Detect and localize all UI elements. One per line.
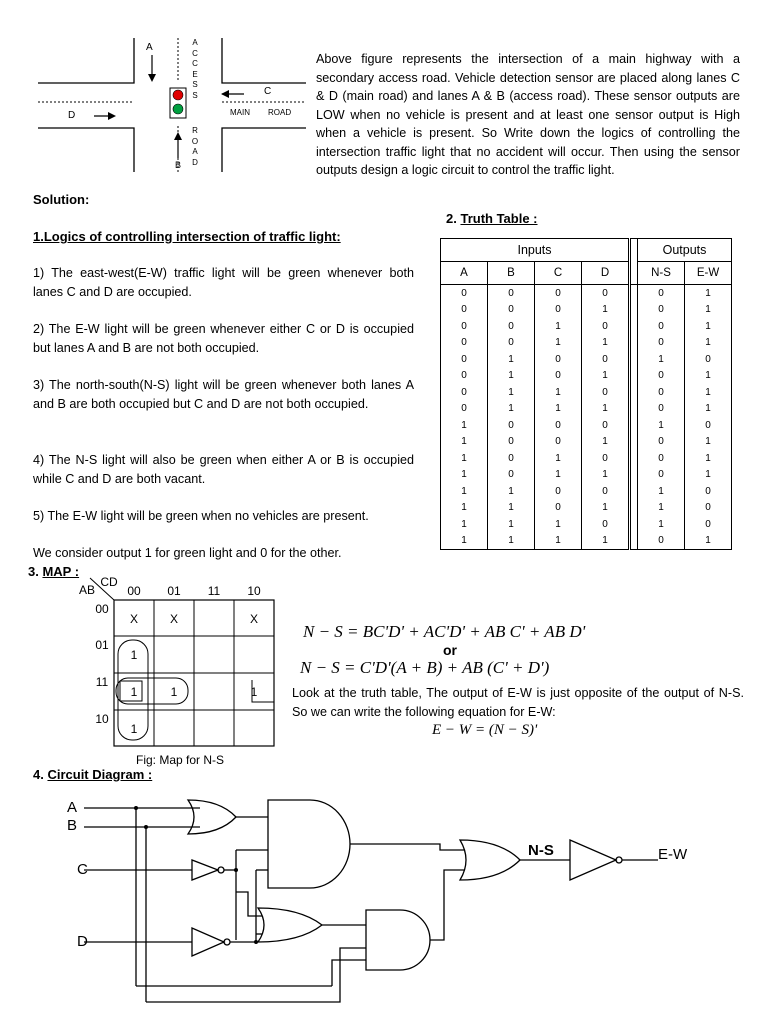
- tt-cell: 0: [582, 285, 630, 302]
- tt-cell: 0: [535, 302, 582, 319]
- tt-col-c: C: [535, 262, 582, 285]
- kmap-col-var: CD: [100, 575, 118, 589]
- problem-statement: Above figure represents the intersection of a main highway with a secondary access road. Vehicle detection sensor are placed along lanes C & D (main road) and lanes A & B (access road). These sensor outputs are LOW when no vehicle is present and at least one sensor output is High when a vehicle is present. So Write down the logics of controlling the intersection traffic light that no accident will occur. Then using the sensor outputs design a logic circuit to control the traffic light.: [316, 52, 740, 177]
- tt-cell: 0: [638, 335, 685, 352]
- kmap-cell: 1: [130, 685, 138, 699]
- vertical-letter: R: [192, 126, 198, 135]
- tt-cell: 0: [441, 368, 488, 385]
- vertical-letter: C: [192, 59, 198, 68]
- output-convention: We consider output 1 for green light and 0 for the other.: [33, 546, 342, 560]
- lane-d-label: D: [68, 110, 76, 121]
- tt-cell: 0: [535, 434, 582, 451]
- tt-cell: 1: [488, 401, 535, 418]
- tt-cell: 1: [535, 533, 582, 550]
- tt-cell: 1: [582, 500, 630, 517]
- truth-table: [440, 238, 732, 550]
- tt-col-b: B: [488, 262, 535, 285]
- tt-cell: 1: [638, 500, 685, 517]
- vertical-letter: C: [192, 48, 198, 58]
- tt-cell: 0: [685, 500, 732, 517]
- table-row: [441, 368, 732, 385]
- and-gate-1: [268, 800, 350, 888]
- tt-cell: 1: [535, 318, 582, 335]
- tt-cell: 1: [685, 318, 732, 335]
- kmap-cell: 1: [170, 685, 178, 699]
- solution-heading: Solution:: [33, 192, 90, 207]
- kmap-row-label: 01: [95, 638, 109, 652]
- wire: [332, 960, 366, 986]
- vertical-letter: O: [191, 136, 199, 146]
- kmap-cell: X: [249, 612, 258, 626]
- arrow-lane-a-head: [148, 74, 156, 82]
- tt-cell: 0: [685, 351, 732, 368]
- road-edge-bottom-left: [38, 128, 134, 172]
- tt-cell: 0: [638, 302, 685, 319]
- not-gate-d: [192, 928, 224, 956]
- table-row: [441, 533, 732, 550]
- tt-cell: 0: [488, 450, 535, 467]
- tt-cell: 0: [535, 285, 582, 302]
- kmap-col-label: 10: [247, 584, 261, 598]
- vertical-letter: A: [192, 147, 198, 156]
- tt-cell: 1: [638, 417, 685, 434]
- road-label-vertical: [190, 126, 200, 168]
- wire: [350, 844, 464, 850]
- kmap-caption: Fig: Map for N-S: [136, 753, 225, 767]
- circuit-output-ew: E-W: [658, 846, 688, 863]
- or-gate-ab: [188, 800, 236, 834]
- tt-cell: 0: [441, 351, 488, 368]
- truth-table-heading: 2. Truth Table :: [446, 211, 538, 226]
- tt-col-a: A: [441, 262, 488, 285]
- inputs-header: Inputs: [441, 239, 630, 262]
- tt-cell: 1: [638, 483, 685, 500]
- equation-ns-2: N − S = C'D'(A + B) + AB (C' + D'): [300, 658, 550, 677]
- road-edge-top-left: [38, 38, 134, 83]
- tt-cell: 0: [535, 417, 582, 434]
- tt-cell: 0: [685, 483, 732, 500]
- tt-cell: 1: [685, 285, 732, 302]
- tt-cell: 1: [535, 335, 582, 352]
- tt-cell: 0: [638, 533, 685, 550]
- tt-cell: 0: [638, 384, 685, 401]
- tt-cell: 1: [535, 401, 582, 418]
- circuit-input-c: C: [77, 861, 88, 878]
- kmap-row-label: 11: [95, 675, 109, 689]
- table-row: [441, 467, 732, 484]
- tt-cell: 0: [535, 351, 582, 368]
- table-row: [441, 434, 732, 451]
- kmap-cell: X: [129, 612, 138, 626]
- tt-cell: 1: [685, 384, 732, 401]
- wire: [236, 892, 262, 916]
- tt-cell: 1: [582, 533, 630, 550]
- tt-cell: 0: [582, 450, 630, 467]
- tt-cell: 1: [441, 533, 488, 550]
- tt-cell: 0: [582, 483, 630, 500]
- tt-cell: 1: [685, 467, 732, 484]
- vertical-letter: S: [192, 80, 198, 89]
- tt-cell: 1: [441, 483, 488, 500]
- tt-cell: 1: [582, 368, 630, 385]
- table-row: [441, 351, 732, 368]
- tt-cell: 1: [535, 384, 582, 401]
- vertical-letter: A: [192, 38, 198, 47]
- tt-cell: 0: [488, 318, 535, 335]
- outputs-header: Outputs: [638, 239, 732, 262]
- kmap-cell: X: [169, 612, 178, 626]
- intersection-diagram: [30, 30, 310, 180]
- tt-col-n-s: N-S: [638, 262, 685, 285]
- table-row: [441, 500, 732, 517]
- tt-cell: 1: [441, 500, 488, 517]
- tt-cell: 0: [582, 384, 630, 401]
- tt-cell: 1: [582, 401, 630, 418]
- circuit-heading: 4. Circuit Diagram :: [33, 767, 153, 782]
- tt-cell: 0: [441, 384, 488, 401]
- tt-cell: 0: [441, 401, 488, 418]
- table-row: [441, 285, 732, 302]
- road-edge-top-right: [222, 38, 306, 83]
- tt-cell: 0: [535, 483, 582, 500]
- tt-cell: 1: [441, 467, 488, 484]
- junction-dot: [144, 825, 148, 829]
- kmap-row-var: AB: [78, 583, 95, 597]
- tt-cell: 0: [638, 434, 685, 451]
- tt-cell: 0: [638, 368, 685, 385]
- tt-cell: 0: [488, 285, 535, 302]
- rule-2: 2) The E-W light will be green whenever either C or D is occupied but lanes A and B are not both occupied.: [33, 322, 414, 355]
- rule-3: 3) The north-south(N-S) light will be green whenever both lanes A and B are both occupied but C and D are not both occupied.: [33, 378, 414, 411]
- circuit-input-d: D: [77, 933, 88, 950]
- tt-cell: 0: [488, 302, 535, 319]
- tt-cell: 1: [488, 516, 535, 533]
- tt-cell: 0: [638, 450, 685, 467]
- table-row: [441, 450, 732, 467]
- and-gate-2: [366, 910, 430, 970]
- tt-cell: 0: [441, 302, 488, 319]
- tt-cell: 1: [582, 434, 630, 451]
- tt-cell: 0: [488, 417, 535, 434]
- tt-cell: 0: [638, 285, 685, 302]
- logic-circuit: [60, 780, 740, 1016]
- lane-a-label: A: [146, 42, 153, 53]
- table-row: [441, 335, 732, 352]
- tt-cell: 0: [441, 285, 488, 302]
- tt-cell: 1: [488, 483, 535, 500]
- junction-dot: [234, 868, 238, 872]
- lane-b-label: B: [175, 160, 182, 170]
- tt-cell: 1: [488, 533, 535, 550]
- tt-cell: 1: [685, 368, 732, 385]
- tt-cell: 1: [441, 434, 488, 451]
- tt-cell: 0: [488, 434, 535, 451]
- tt-cell: 1: [488, 351, 535, 368]
- tt-cell: 1: [638, 516, 685, 533]
- tt-cell: 1: [685, 533, 732, 550]
- tt-cell: 0: [638, 318, 685, 335]
- tt-cell: 1: [685, 434, 732, 451]
- wire: [146, 948, 366, 1002]
- vertical-letter: S: [192, 90, 198, 100]
- not-gate-c: [192, 860, 218, 880]
- vertical-letter: D: [192, 157, 198, 167]
- tt-cell: 0: [638, 467, 685, 484]
- or-gate-final: [460, 840, 520, 880]
- table-row: [441, 318, 732, 335]
- tt-cell: 0: [535, 368, 582, 385]
- tt-cell: 1: [685, 302, 732, 319]
- tt-cell: 0: [685, 516, 732, 533]
- tt-cell: 1: [535, 467, 582, 484]
- table-row: [441, 516, 732, 533]
- kmap-row-label: 00: [95, 602, 109, 616]
- tt-cell: 1: [488, 368, 535, 385]
- circuit-input-a: A: [67, 799, 78, 816]
- kmap-col-label: 00: [127, 584, 141, 598]
- or-gate-cd: [258, 908, 322, 942]
- equation-or: or: [443, 642, 457, 658]
- tt-cell: 1: [488, 500, 535, 517]
- tt-cell: 0: [582, 351, 630, 368]
- red-light-icon: [173, 90, 183, 100]
- tt-cell: 1: [488, 384, 535, 401]
- tt-cell: 1: [441, 516, 488, 533]
- tt-cell: 0: [582, 417, 630, 434]
- tt-cell: 0: [638, 401, 685, 418]
- lane-c-label: C: [264, 86, 272, 97]
- table-row: [441, 483, 732, 500]
- wire: [430, 870, 464, 940]
- table-row: [441, 384, 732, 401]
- tt-cell: 0: [582, 318, 630, 335]
- rule-5: 5) The E-W light will be green when no vehicles are present.: [33, 509, 369, 523]
- arrow-lane-d-head: [108, 112, 116, 120]
- tt-cell: 1: [582, 467, 630, 484]
- tt-col-d: D: [582, 262, 630, 285]
- access-road-label: [190, 38, 200, 101]
- tt-cell: 1: [582, 335, 630, 352]
- tt-cell: 1: [638, 351, 685, 368]
- tt-cell: 1: [535, 516, 582, 533]
- main-label: MAIN: [230, 108, 250, 117]
- rule-1: 1) The east-west(E-W) traffic light will be green whenever both lanes C and D are occupied.: [33, 266, 414, 299]
- tt-cell: 1: [685, 401, 732, 418]
- circuit-output-ns: N-S: [528, 842, 554, 859]
- equation-ew: E − W = (N − S)': [432, 722, 538, 738]
- table-row: [441, 401, 732, 418]
- table-row: [441, 302, 732, 319]
- circuit-input-b: B: [67, 817, 78, 834]
- green-light-icon: [173, 104, 183, 114]
- tt-cell: 0: [685, 417, 732, 434]
- kmap-cell: 1: [250, 685, 258, 699]
- tt-cell: 0: [441, 318, 488, 335]
- arrow-lane-c-head: [221, 90, 229, 98]
- not-gate-output: [570, 840, 616, 880]
- kmap-cell: 1: [130, 722, 138, 736]
- vertical-letter: E: [192, 69, 198, 79]
- kmap-row-label: 10: [95, 712, 109, 726]
- tt-cell: 1: [685, 335, 732, 352]
- tt-cell: 0: [488, 335, 535, 352]
- tt-cell: 1: [582, 302, 630, 319]
- tt-cell: 0: [582, 516, 630, 533]
- kmap-cell: 1: [130, 648, 138, 662]
- equation-ns-1: N − S = BC'D' + AC'D' + AB C' + AB D': [303, 622, 586, 641]
- road-edge-bottom-right: [222, 128, 306, 172]
- tt-cell: 1: [441, 417, 488, 434]
- kmap-col-label: 11: [207, 584, 221, 598]
- logic-heading: 1.Logics of controlling intersection of traffic light:: [33, 229, 341, 244]
- kmap-col-label: 01: [167, 584, 181, 598]
- tt-cell: 1: [535, 450, 582, 467]
- rule-4: 4) The N-S light will also be green when either A or B is occupied while C and D are both vacant.: [33, 453, 414, 486]
- tt-cell: 0: [488, 467, 535, 484]
- ew-note: Look at the truth table, The output of E-W is just opposite of the output of N-S. So we can write the following equation for E-W:: [292, 686, 744, 719]
- map-heading: 3. MAP :: [28, 564, 80, 579]
- table-row: [441, 417, 732, 434]
- tt-cell: 0: [441, 335, 488, 352]
- tt-cell: 0: [535, 500, 582, 517]
- tt-cell: 1: [685, 450, 732, 467]
- road-label: ROAD: [268, 108, 292, 117]
- arrow-lane-b-head: [174, 132, 182, 140]
- tt-col-e-w: E-W: [685, 262, 732, 285]
- tt-cell: 1: [441, 450, 488, 467]
- junction-dot: [134, 806, 138, 810]
